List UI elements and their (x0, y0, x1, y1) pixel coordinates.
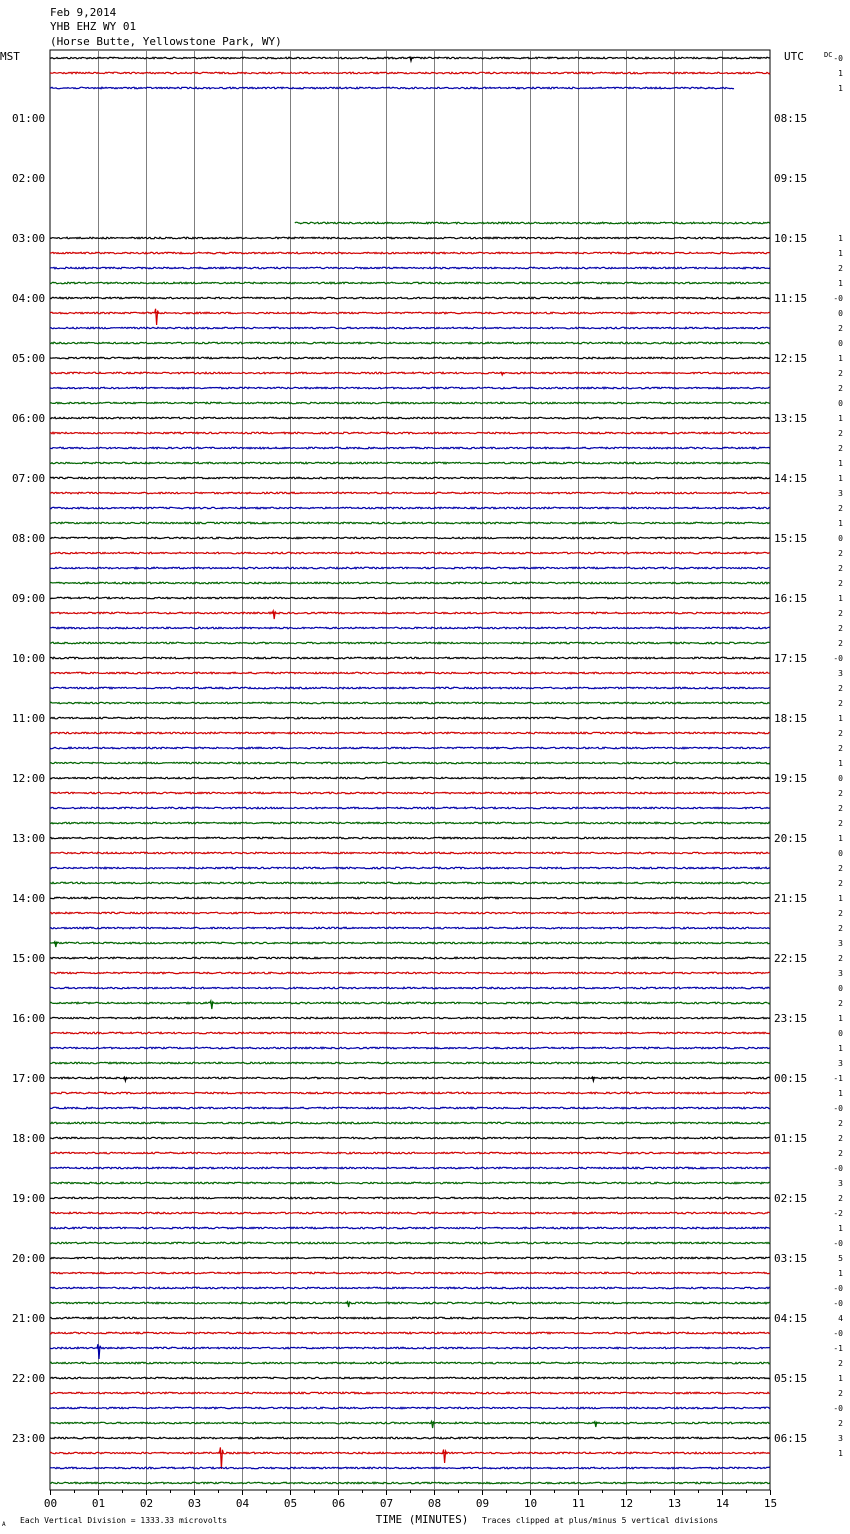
dc-offset-value: 2 (838, 744, 843, 753)
dc-offset-value: 2 (838, 819, 843, 828)
dc-offset-value: 1 (838, 1224, 843, 1233)
mst-hour-label: 14:00 (12, 892, 46, 905)
mst-hour-label: 03:00 (12, 232, 46, 245)
dc-offset-value: 2 (838, 684, 843, 693)
dc-offset-value: 1 (838, 759, 843, 768)
dc-offset-value: -0 (833, 1164, 843, 1173)
utc-hour-label: 23:15 (774, 1012, 808, 1025)
dc-offset-value: 1 (838, 459, 843, 468)
dc-offset-value: 2 (838, 999, 843, 1008)
dc-offset-value: 2 (838, 504, 843, 513)
dc-offset-value: 0 (838, 339, 843, 348)
footer-clip-note: Traces clipped at plus/minus 5 vertical divisions (482, 1516, 719, 1525)
dc-offset-value: 0 (838, 309, 843, 318)
dc-offset-value: 2 (838, 1194, 843, 1203)
x-tick-label: 11 (571, 1497, 586, 1510)
utc-hour-label: 08:15 (774, 112, 808, 125)
dc-offset-value: 2 (838, 324, 843, 333)
dc-offset-value: 1 (838, 279, 843, 288)
dc-offset-value: 2 (838, 609, 843, 618)
dc-offset-value: -0 (833, 1299, 843, 1308)
dc-offset-value: 2 (838, 909, 843, 918)
utc-hour-label: 15:15 (774, 532, 808, 545)
mst-hour-label: 15:00 (12, 952, 46, 965)
right-timezone-label: UTC (784, 50, 804, 63)
dc-offset-value: 3 (838, 969, 843, 978)
dc-offset-value: -1 (833, 1344, 843, 1353)
dc-offset-value: 3 (838, 1059, 843, 1068)
x-tick-label: 14 (715, 1497, 730, 1510)
dc-offset-value: 2 (838, 1389, 843, 1398)
x-tick-label: 06 (331, 1497, 346, 1510)
dc-offset-value: 1 (838, 834, 843, 843)
dc-offset-value: 0 (838, 849, 843, 858)
dc-offset-value: 1 (838, 84, 843, 93)
dc-offset-value: -0 (833, 1284, 843, 1293)
dc-offset-value: 2 (838, 879, 843, 888)
utc-hour-label: 18:15 (774, 712, 808, 725)
dc-offset-value: 2 (838, 579, 843, 588)
left-timezone-label: MST (0, 50, 20, 63)
dc-offset-value: 3 (838, 1179, 843, 1188)
utc-hour-label: 21:15 (774, 892, 808, 905)
dc-offset-value: 1 (838, 1044, 843, 1053)
mst-hour-label: 18:00 (12, 1132, 46, 1145)
dc-offset-value: 2 (838, 729, 843, 738)
dc-offset-value: 1 (838, 1269, 843, 1278)
chart-location: (Horse Butte, Yellowstone Park, WY) (50, 35, 282, 48)
dc-offset-value: 2 (838, 699, 843, 708)
dc-offset-value: 1 (838, 519, 843, 528)
dc-offset-value: 0 (838, 534, 843, 543)
dc-offset-value: 2 (838, 864, 843, 873)
dc-offset-value: -0 (833, 1239, 843, 1248)
utc-hour-label: 06:15 (774, 1432, 808, 1445)
dc-offset-value: 1 (838, 234, 843, 243)
utc-hour-label: 05:15 (774, 1372, 808, 1385)
mst-hour-label: 11:00 (12, 712, 46, 725)
dc-offset-value: 3 (838, 669, 843, 678)
utc-hour-label: 19:15 (774, 772, 808, 785)
mst-hour-label: 17:00 (12, 1072, 46, 1085)
dc-offset-value: -0 (833, 654, 843, 663)
dc-offset-value: 4 (838, 1314, 843, 1323)
dc-offset-value: 1 (838, 354, 843, 363)
mst-hour-label: 12:00 (12, 772, 46, 785)
dc-offset-value: 3 (838, 489, 843, 498)
dc-offset-value: 2 (838, 954, 843, 963)
dc-label: DC (824, 51, 833, 59)
utc-hour-label: 16:15 (774, 592, 808, 605)
x-tick-label: 00 (43, 1497, 58, 1510)
dc-offset-value: 1 (838, 474, 843, 483)
mst-hour-label: 16:00 (12, 1012, 46, 1025)
dc-offset-value: 1 (838, 1014, 843, 1023)
dc-offset-value: 2 (838, 639, 843, 648)
utc-hour-label: 00:15 (774, 1072, 808, 1085)
mst-hour-label: 07:00 (12, 472, 46, 485)
utc-hour-label: 02:15 (774, 1192, 808, 1205)
dc-offset-value: 2 (838, 924, 843, 933)
mst-hour-label: 19:00 (12, 1192, 46, 1205)
x-tick-label: 13 (667, 1497, 682, 1510)
utc-hour-label: 20:15 (774, 832, 808, 845)
dc-offset-value: -0 (833, 54, 843, 63)
mst-hour-label: 02:00 (12, 172, 46, 185)
dc-offset-value: 1 (838, 1374, 843, 1383)
x-tick-label: 01 (91, 1497, 106, 1510)
dc-offset-value: 3 (838, 1434, 843, 1443)
utc-hour-label: 01:15 (774, 1132, 808, 1145)
dc-offset-value: -0 (833, 1404, 843, 1413)
mst-hour-label: 09:00 (12, 592, 46, 605)
x-tick-label: 03 (187, 1497, 202, 1510)
dc-offset-value: 0 (838, 399, 843, 408)
dc-offset-value: 2 (838, 804, 843, 813)
dc-offset-value: -2 (833, 1209, 843, 1218)
dc-offset-value: 1 (838, 69, 843, 78)
utc-hour-label: 03:15 (774, 1252, 808, 1265)
dc-offset-value: 2 (838, 789, 843, 798)
mst-hour-label: 21:00 (12, 1312, 46, 1325)
dc-offset-value: 2 (838, 1359, 843, 1368)
dc-offset-value: 2 (838, 384, 843, 393)
footer-mark: A (2, 1521, 6, 1528)
utc-hour-label: 11:15 (774, 292, 808, 305)
dc-offset-value: 1 (838, 714, 843, 723)
mst-hour-label: 10:00 (12, 652, 46, 665)
dc-offset-value: 2 (838, 1419, 843, 1428)
x-tick-label: 07 (379, 1497, 394, 1510)
x-tick-label: 09 (475, 1497, 490, 1510)
dc-offset-value: 2 (838, 1134, 843, 1143)
dc-offset-value: 1 (838, 414, 843, 423)
chart-station: YHB EHZ WY 01 (50, 20, 137, 33)
dc-offset-value: 2 (838, 264, 843, 273)
dc-offset-value: 3 (838, 939, 843, 948)
x-tick-label: 15 (763, 1497, 778, 1510)
x-tick-label: 10 (523, 1497, 538, 1510)
utc-hour-label: 22:15 (774, 952, 808, 965)
x-tick-label: 04 (235, 1497, 250, 1510)
utc-hour-label: 10:15 (774, 232, 808, 245)
mst-hour-label: 13:00 (12, 832, 46, 845)
mst-hour-label: 22:00 (12, 1372, 46, 1385)
x-tick-label: 02 (139, 1497, 154, 1510)
mst-hour-label: 01:00 (12, 112, 46, 125)
dc-offset-value: -0 (833, 1104, 843, 1113)
dc-offset-value: -0 (833, 294, 843, 303)
dc-offset-value: 2 (838, 444, 843, 453)
dc-offset-value: -0 (833, 1329, 843, 1338)
mst-hour-label: 04:00 (12, 292, 46, 305)
utc-hour-label: 17:15 (774, 652, 808, 665)
x-tick-label: 08 (427, 1497, 442, 1510)
mst-hour-label: 06:00 (12, 412, 46, 425)
mst-hour-label: 23:00 (12, 1432, 46, 1445)
dc-offset-value: 1 (838, 249, 843, 258)
utc-hour-label: 14:15 (774, 472, 808, 485)
mst-hour-label: 05:00 (12, 352, 46, 365)
dc-offset-value: 2 (838, 624, 843, 633)
dc-offset-value: 2 (838, 1119, 843, 1128)
dc-offset-value: 2 (838, 549, 843, 558)
mst-hour-label: 08:00 (12, 532, 46, 545)
chart-date: Feb 9,2014 (50, 6, 117, 19)
utc-hour-label: 13:15 (774, 412, 808, 425)
dc-offset-value: 2 (838, 1149, 843, 1158)
dc-offset-value: 1 (838, 1089, 843, 1098)
mst-hour-label: 20:00 (12, 1252, 46, 1265)
dc-offset-value: 0 (838, 1029, 843, 1038)
dc-offset-value: 0 (838, 774, 843, 783)
dc-offset-value: 1 (838, 1449, 843, 1458)
dc-offset-value: -1 (833, 1074, 843, 1083)
dc-offset-value: 2 (838, 369, 843, 378)
dc-offset-value: 2 (838, 564, 843, 573)
footer-scale-note: Each Vertical Division = 1333.33 microvolts (20, 1516, 228, 1525)
x-tick-label: 12 (619, 1497, 634, 1510)
dc-offset-value: 1 (838, 594, 843, 603)
dc-offset-value: 1 (838, 894, 843, 903)
dc-offset-value: 2 (838, 429, 843, 438)
utc-hour-label: 04:15 (774, 1312, 808, 1325)
x-axis-title: TIME (MINUTES) (375, 1513, 469, 1526)
x-tick-label: 05 (283, 1497, 298, 1510)
dc-offset-value: 5 (838, 1254, 843, 1263)
utc-hour-label: 12:15 (774, 352, 808, 365)
dc-offset-value: 0 (838, 984, 843, 993)
utc-hour-label: 09:15 (774, 172, 808, 185)
